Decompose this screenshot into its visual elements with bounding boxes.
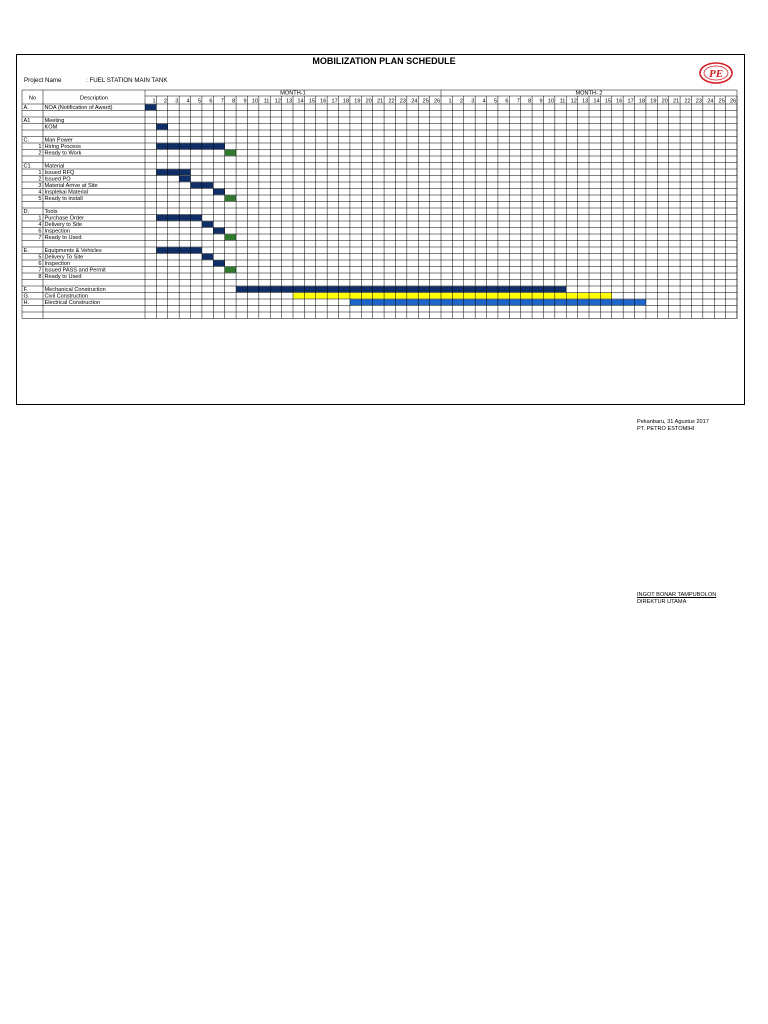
- gantt-bar: [225, 195, 236, 201]
- gantt-bar: [156, 124, 167, 130]
- day-number: 25: [422, 98, 429, 105]
- header-description: Description: [80, 95, 108, 102]
- day-number: 2: [163, 98, 167, 105]
- gantt-bar: [202, 221, 213, 227]
- signature-place-date: Pekanbaru, 31 Agustus 2017: [637, 419, 709, 425]
- row-number: 5: [38, 254, 42, 261]
- row-description: Issued RFQ: [44, 170, 75, 176]
- row-number: 4: [38, 222, 42, 228]
- day-number: 24: [707, 98, 714, 105]
- signature-name: INGOT BONAR TAMPUBOLON: [637, 592, 717, 598]
- day-number: 14: [297, 98, 304, 105]
- row-number: 8: [38, 274, 42, 280]
- day-number: 13: [581, 98, 589, 105]
- row-number: 2: [38, 150, 42, 157]
- document-title: MOBILIZATION PLAN SCHEDULE: [312, 56, 456, 66]
- day-number: 24: [411, 98, 418, 105]
- day-number: 22: [684, 98, 691, 105]
- row-description: Purchase Order: [44, 215, 84, 222]
- day-number: 7: [220, 98, 224, 105]
- day-number: 9: [243, 98, 247, 105]
- day-number: 20: [661, 98, 668, 105]
- row-number: 6: [38, 228, 42, 235]
- row-description: Ready to install: [44, 196, 83, 202]
- row-number: 7: [38, 267, 42, 274]
- row-number: 3: [38, 183, 42, 189]
- signature-title: DIREKTUR UTAMA: [637, 599, 687, 605]
- day-number: 14: [593, 98, 600, 105]
- day-number: 10: [547, 98, 555, 105]
- row-description: Delivery To Site: [44, 254, 84, 261]
- row-description: NOA (Notification of Award): [44, 105, 113, 111]
- day-number: 19: [354, 98, 361, 105]
- day-number: 26: [729, 98, 737, 105]
- day-number: 25: [718, 98, 725, 105]
- day-number: 3: [471, 98, 475, 105]
- day-number: 16: [616, 98, 623, 105]
- row-number: A.: [23, 105, 29, 111]
- row-description: Inspection: [44, 261, 70, 267]
- row-description: Delivery to Site: [44, 222, 83, 228]
- row-description: Meeting: [44, 118, 65, 124]
- row-description: Issued PO: [44, 176, 71, 183]
- row-description: Ready to Used: [44, 235, 82, 241]
- row-description: Hiring Process: [44, 144, 81, 150]
- header-month: MONTH- 2: [575, 90, 603, 97]
- day-number: 22: [388, 98, 395, 105]
- day-number: 3: [175, 98, 179, 105]
- row-number: 5: [38, 196, 42, 202]
- day-number: 12: [274, 98, 281, 105]
- row-description: Tools: [44, 209, 58, 215]
- row-number: 2: [38, 176, 42, 183]
- row-description: Civil Construction: [44, 293, 89, 300]
- row-number: F.: [23, 287, 28, 293]
- day-number: 19: [650, 98, 657, 105]
- day-number: 26: [433, 98, 441, 105]
- day-number: 23: [695, 98, 703, 105]
- row-description: Issued PASS and Permit: [44, 267, 106, 274]
- header-month: MONTH-1: [280, 90, 306, 97]
- gantt-bar: [213, 189, 224, 195]
- gantt-bar: [225, 267, 236, 273]
- row-number: G.: [23, 293, 30, 300]
- row-description: Ready to Used: [44, 274, 82, 280]
- row-description: Inspection: [44, 228, 70, 235]
- day-number: 6: [209, 98, 213, 105]
- row-number: C.: [23, 137, 30, 144]
- row-description: Material: [44, 163, 65, 170]
- row-number: 7: [38, 235, 42, 241]
- day-number: 13: [285, 98, 293, 105]
- row-number: 4: [38, 189, 42, 196]
- day-number: 18: [342, 98, 350, 105]
- gantt-bar: [179, 176, 190, 182]
- day-number: 8: [528, 98, 532, 105]
- row-description: Ready to Work: [44, 150, 82, 157]
- day-number: 16: [320, 98, 327, 105]
- day-number: 5: [493, 98, 498, 105]
- day-number: 20: [365, 98, 372, 105]
- gantt-bar: [225, 150, 236, 156]
- gantt-bar: [202, 254, 213, 260]
- row-number: 1: [38, 215, 42, 222]
- day-number: 15: [308, 98, 315, 105]
- row-description: Equipments & Vehicles: [44, 248, 102, 254]
- row-number: H.: [23, 300, 30, 306]
- row-description: Electrical Construction: [44, 300, 101, 306]
- row-number: E.: [23, 248, 29, 254]
- day-number: 5: [197, 98, 202, 105]
- day-number: 18: [638, 98, 646, 105]
- day-number: 9: [539, 98, 543, 105]
- gantt-bar: [236, 286, 566, 292]
- row-number: A1: [23, 118, 31, 124]
- gantt-bar: [156, 169, 190, 175]
- day-number: 17: [627, 98, 634, 105]
- day-number: 11: [559, 98, 566, 105]
- row-number: C1: [23, 163, 31, 170]
- gantt-bar: [213, 228, 224, 234]
- day-number: 10: [251, 98, 259, 105]
- day-number: 4: [482, 98, 486, 105]
- row-number: 6: [38, 261, 42, 267]
- day-number: 1: [448, 98, 452, 105]
- day-number: 11: [263, 98, 270, 105]
- gantt-bar: [225, 234, 236, 240]
- gantt-bar: [145, 104, 156, 110]
- day-number: 21: [377, 98, 384, 105]
- project-name-value: : FUEL STATION MAIN TANK: [86, 77, 168, 84]
- header-no: No: [28, 95, 37, 102]
- row-description: KOM: [44, 124, 58, 131]
- day-number: 17: [331, 98, 338, 105]
- row-description: Man Power: [44, 137, 73, 144]
- day-number: 12: [570, 98, 577, 105]
- day-number: 7: [516, 98, 520, 105]
- day-number: 2: [459, 98, 463, 105]
- row-number: 1: [38, 170, 42, 176]
- project-name-label: Project Name: [24, 77, 62, 84]
- day-number: 21: [673, 98, 680, 105]
- row-description: Mechanical Construction: [44, 287, 106, 293]
- day-number: 8: [232, 98, 236, 105]
- row-number: D.: [23, 209, 30, 215]
- day-number: 6: [505, 98, 509, 105]
- gantt-bar: [213, 260, 224, 266]
- row-number: 1: [38, 144, 42, 150]
- logo-text: PE: [708, 68, 724, 80]
- day-number: 15: [604, 98, 611, 105]
- day-number: 4: [186, 98, 190, 105]
- row-description: Material Arrive at Site: [44, 183, 98, 189]
- signature-company: PT. PETRO ESTOMIHI: [637, 426, 695, 432]
- day-number: 1: [152, 98, 156, 105]
- day-number: 23: [399, 98, 407, 105]
- row-description: Insplekai Material: [44, 189, 89, 196]
